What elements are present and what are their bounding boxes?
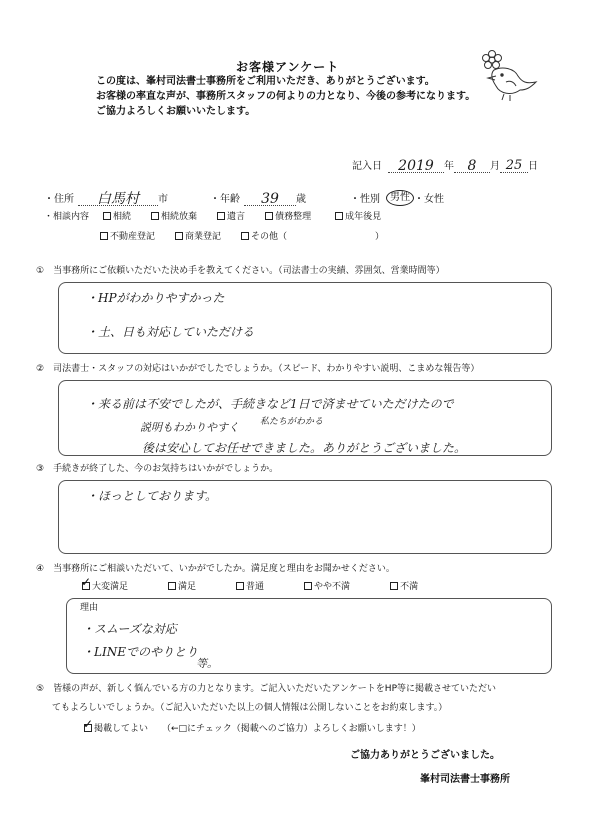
q5-question-line-2: てもよろしいでしょうか。（ご記入いただいた以上の個人情報は公開しないことをお約束します。）	[52, 703, 448, 713]
q2-answer-insert: 私たちがわかる	[260, 417, 324, 427]
q5-consent-row	[84, 724, 421, 735]
option-label: 大変満足	[92, 582, 129, 592]
q2-answer-line-2: 説明もわかりやすく	[140, 421, 239, 434]
satisfaction-neutral[interactable]	[236, 582, 264, 593]
consult-option-will[interactable]	[217, 212, 245, 223]
consult-label: ・相談内容	[44, 212, 90, 222]
q4-reason-label: 理由	[80, 603, 99, 613]
satisfaction-dissatisfied[interactable]	[390, 582, 418, 593]
date-row	[352, 160, 538, 173]
q2-answer-line-3: 後は安心してお任せできました。ありがとうございました。	[142, 441, 467, 455]
intro-line-3: ご協力よろしくお願いいたします。	[96, 106, 256, 117]
q4-answer-etc: 等。	[196, 657, 218, 670]
consult-row-2	[100, 232, 384, 243]
q4-answer-line-1: ・スムーズな対応	[82, 622, 177, 636]
age-value: 39	[244, 193, 296, 206]
option-label: 普通	[246, 582, 265, 592]
checkbox[interactable]	[217, 212, 225, 220]
option-label: 不満	[400, 582, 419, 592]
office-name: 峯村司法書士事務所	[420, 774, 510, 785]
consult-row-1	[44, 212, 381, 223]
option-label: 債務整理	[275, 212, 312, 222]
intro-line-2: お客様の率直な声が、事務所スタッフの何よりの力となり、今後の参考になります。	[96, 91, 476, 102]
consult-option-guardianship[interactable]	[335, 212, 381, 223]
consult-option-renunciation[interactable]	[151, 212, 197, 223]
satisfaction-somewhat-dissatisfied[interactable]	[304, 582, 350, 593]
date-month-suffix: 月	[490, 161, 500, 172]
consult-option-other[interactable]	[241, 232, 287, 243]
date-year-value: 2019	[388, 160, 444, 173]
option-label: 相続	[113, 212, 132, 222]
option-label: その他（	[251, 232, 288, 242]
thanks-text: ご協力ありがとうございました。	[350, 750, 500, 761]
q2-question: ② 司法書士・スタッフの対応はいかがでしたでしょうか。（スピード、わかりやすい説明、こまめな報告等）	[36, 364, 480, 374]
option-label: 商業登記	[185, 232, 222, 242]
consent-note: （←□にチェック（掲載へのご協力）よろしくお願いします！）	[162, 724, 421, 734]
age-label: ・年齢	[210, 194, 240, 205]
checkbox[interactable]	[241, 232, 249, 240]
intro-line-1: この度は、峯村司法書士事務所をご利用いただき、ありがとうございます。	[96, 76, 435, 87]
consult-other-close: ）	[375, 232, 385, 242]
satisfaction-satisfied[interactable]	[168, 582, 196, 593]
consult-option-debt[interactable]	[265, 212, 311, 223]
address-suffix: 市	[158, 194, 168, 205]
date-year-suffix: 年	[444, 161, 454, 172]
checkbox[interactable]	[100, 232, 108, 240]
q3-question: ③ 手続きが終了した、今のお気持ちはいかがでしょうか。	[36, 464, 279, 474]
consult-option-real-estate[interactable]	[100, 232, 155, 243]
checkbox[interactable]	[151, 212, 159, 220]
address-value: 白馬村	[78, 193, 158, 206]
date-label: 記入日	[352, 161, 382, 172]
gender-male-option[interactable]: 男性	[386, 190, 414, 206]
checkbox[interactable]	[265, 212, 273, 220]
satisfaction-very-satisfied[interactable]	[82, 582, 128, 593]
checkbox[interactable]	[175, 232, 183, 240]
q3-answer-line-1: ・ほっとしております。	[86, 489, 218, 503]
option-label: 成年後見	[345, 212, 382, 222]
q2-answer-line-1: ・来る前は不安でしたが、手続きなど1日で済ませていただけたので	[86, 397, 454, 411]
checkbox[interactable]	[335, 212, 343, 220]
address-label: ・住所	[44, 194, 74, 205]
q1-answer-line-1: ・HPがわかりやすかった	[86, 291, 225, 305]
date-month-value: 8	[454, 160, 490, 173]
survey-title: お客様アンケート	[236, 60, 340, 74]
age-suffix: 歳	[296, 194, 306, 205]
q1-question: ① 当事務所にご依頼いただいた決め手を教えてください。（司法書士の実績、雰囲気、営業時間等）	[36, 266, 445, 276]
gender-label: ・性別	[350, 194, 380, 205]
consent-label: 掲載してよい	[94, 724, 149, 734]
consult-option-inheritance[interactable]	[103, 212, 131, 223]
option-label: 不動産登記	[110, 232, 156, 242]
option-label: やや不満	[314, 582, 351, 592]
bird-flower-illustration	[478, 46, 544, 108]
date-day-value: 25	[500, 160, 528, 173]
option-label: 満足	[178, 582, 197, 592]
checkbox[interactable]	[236, 582, 244, 590]
q4-answer-line-2: ・LINEでのやりとり	[82, 645, 198, 659]
q4-satisfaction-options	[82, 582, 418, 593]
q4-question: ④ 当事務所にご相談いただいて、いかがでしたか。満足度と理由をお聞かせください。	[36, 564, 395, 574]
gender-separator: ・	[414, 194, 424, 205]
gender-female-option[interactable]: 女性	[424, 194, 444, 205]
option-label: 相続放棄	[161, 212, 198, 222]
checkbox[interactable]	[103, 212, 111, 220]
option-label: 遺言	[227, 212, 246, 222]
intro-text	[96, 74, 516, 119]
q1-answer-line-2: ・土、日も対応していただける	[86, 325, 255, 339]
checkbox-checked[interactable]	[84, 724, 92, 732]
date-day-suffix: 日	[528, 161, 538, 172]
info-row	[44, 190, 514, 206]
checkbox[interactable]	[390, 582, 398, 590]
checkbox-checked[interactable]	[82, 582, 90, 590]
consult-option-commercial[interactable]	[175, 232, 221, 243]
checkbox[interactable]	[304, 582, 312, 590]
publish-consent-option[interactable]	[84, 724, 148, 735]
q5-question-line-1: ⑤ 皆様の声が、新しく悩んでいる方の力となります。ご記入いただいたアンケートをHP等に掲載させていただい	[36, 684, 497, 694]
checkbox[interactable]	[168, 582, 176, 590]
